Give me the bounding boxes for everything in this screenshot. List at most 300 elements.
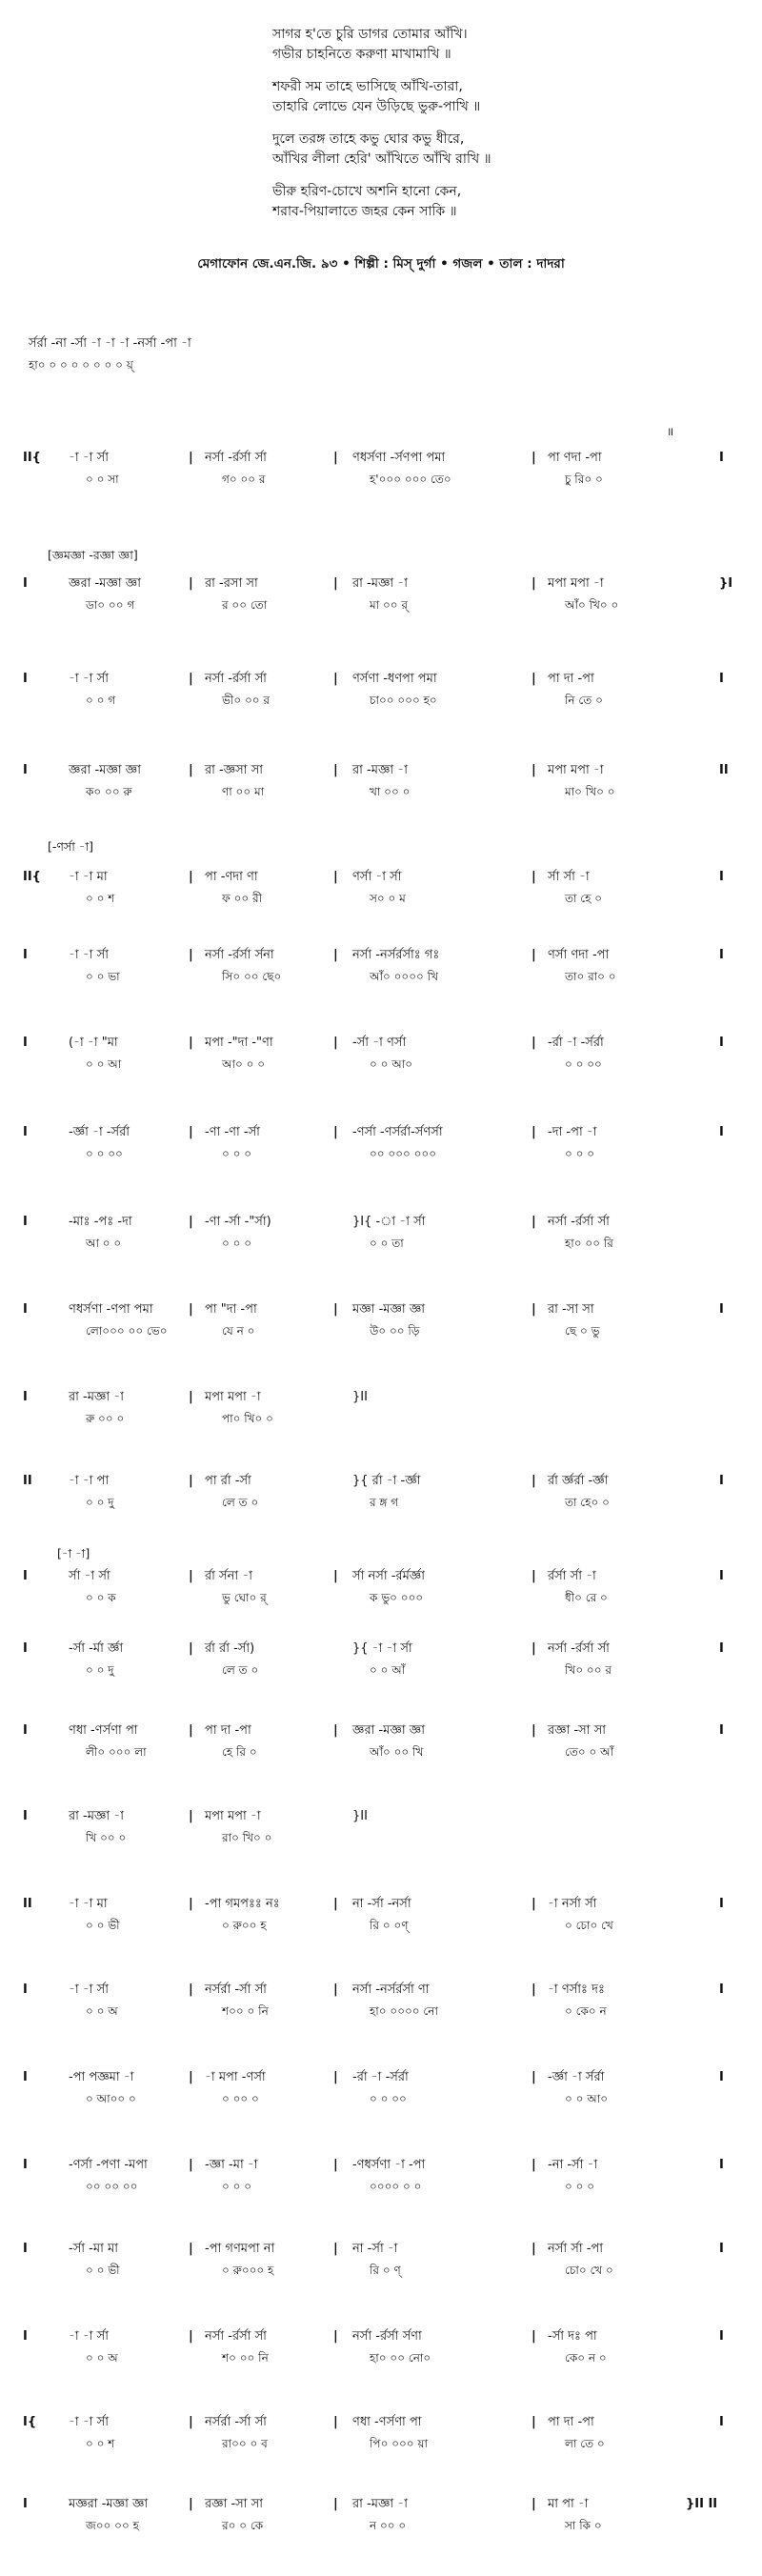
bar-line-left: I [23, 1390, 28, 1404]
lyric-beat: রি ০ ণ্ [370, 2264, 401, 2277]
swara-beat: ণর্সা ণদা -পা [548, 948, 610, 962]
beat-divider: | [333, 1569, 338, 1583]
swara-beat: রা -মজ্ঞা -া [352, 2497, 409, 2511]
double-bar-mark: ॥ [667, 425, 674, 438]
bar-line-right: I [719, 870, 724, 884]
beat-divider: | [531, 2415, 536, 2429]
lyric-beat: ভী০ ০০ র [222, 694, 271, 707]
lyric-beat: খা ০০ ০ [370, 785, 411, 798]
swara-beat: মপা -"দা -"ণা [205, 1036, 273, 1050]
swara-beat: র্রা র্জ্ঞর্রা -র্জ্ঞা [548, 1474, 609, 1488]
bar-line-left: I [23, 1809, 28, 1823]
poem-line: সাগর হ'তে চুরি ডাগর তোমার আঁখি। [272, 27, 468, 42]
lyric-beat: ০ ০ ০ [222, 2180, 252, 2193]
swara-beat: রা -রসা সা [205, 576, 258, 591]
swara-beat: জ্ঞরা -মজ্ঞা জ্ঞা [352, 1723, 425, 1738]
lyric-beat: মা ০০ র্ [370, 598, 408, 612]
lyric-beat: ০ ০ আ০ [565, 2092, 609, 2105]
beat-divider: | [189, 1897, 193, 1911]
beat-divider: | [531, 576, 536, 591]
bar-line-left: I [23, 1723, 28, 1738]
lyric-beat: র০ ০ কে [222, 2519, 264, 2532]
swara-beat: -ণর্সা -পণা -মপা [69, 2158, 148, 2172]
swara-beat: র্সা -া র্সা [69, 1569, 110, 1583]
lyric-beat: ণা ০০ মা [222, 785, 265, 798]
lyric-beat: খি ০০ ০ [86, 1831, 127, 1844]
lyric-beat: ০ ০ আ০ [370, 1057, 413, 1071]
beat-divider: | [333, 672, 338, 686]
swara-beat: নর্সা -র্রর্সা র্সা [548, 1641, 610, 1656]
lyric-beat: আঁ০ ০০ খি [370, 1745, 424, 1759]
poem [272, 25, 672, 234]
swara-beat: নর্সর্রা -র্সা র্সা [205, 1982, 267, 1997]
lyric-beat: লে ত ০ [222, 1496, 259, 1509]
bar-line-right: I [719, 451, 724, 465]
poem-stanza [272, 130, 672, 170]
swara-beat: -দা -পা -া [548, 1125, 597, 1139]
beat-divider: | [333, 576, 338, 591]
beat-divider: | [189, 1390, 193, 1404]
beat-divider: | [333, 1723, 338, 1738]
poem-line: শরাব-পিয়ালাতে জহর কেন সাকি ॥ [272, 204, 457, 219]
bar-line-left: I [23, 1302, 28, 1317]
beat-divider: | [189, 576, 193, 591]
intro-swara-line: র্সর্রা -না -র্সা -া -া -া -নর্সা -পা -া [29, 336, 191, 351]
lyric-beat: পা০ খি০ ০ [222, 1412, 273, 1425]
swara-beat: -া -া মা [69, 870, 108, 884]
swara-beat: মপা মপা -া [548, 576, 604, 591]
bar-line-left: I [23, 1125, 28, 1139]
swara-beat: -া -া র্সা [69, 672, 110, 686]
swara-beat: -র্সা -া ণর্সা [352, 1036, 407, 1050]
swara-beat: -া মপা -ণর্সা [205, 2070, 266, 2084]
bar-line-left: II{ [23, 451, 41, 465]
beat-divider: | [531, 2158, 536, 2172]
swara-beat: -া ণর্সাঃ দঃ [548, 1982, 605, 1997]
bar-line-right: I [719, 1982, 724, 1997]
beat-divider: | [189, 2497, 193, 2511]
lyric-beat: গ০ ০০ র [222, 473, 266, 486]
beat-divider: | [531, 1215, 536, 1229]
swara-beat: রা -সা সা [548, 1302, 594, 1317]
swara-beat: -মাঃ -পঃ -দা [69, 1215, 132, 1229]
beat-divider: | [189, 1036, 193, 1050]
swara-beat: -ণা -ণা -র্সা [205, 1125, 260, 1139]
lyric-beat: লা তে ০ [565, 2437, 605, 2450]
swara-beat: নর্সা -র্রর্সা র্সা [205, 672, 267, 686]
swara-beat: রা -জ্ঞসা সা [205, 763, 264, 777]
lyric-beat: চো০ খে ০ [565, 2264, 613, 2277]
lyric-beat: কে০ ন ০ [565, 2351, 607, 2365]
lyric-beat: ০ ০ ক [86, 1591, 116, 1604]
swara-beat: মজ্ঞা -মজ্ঞা জ্ঞা [352, 1302, 426, 1317]
swara-beat: র্সা র্সা -া [548, 870, 590, 884]
swara-beat: না -র্সা -নর্সা [352, 1897, 411, 1911]
swara-beat: র্রা র্রা -র্সা) [205, 1641, 255, 1656]
bar-line-left: I [23, 948, 28, 962]
swara-beat: নর্সা -নর্সর্রর্সাঃ গঃ [352, 948, 440, 962]
lyric-beat: তা হে ০ [565, 892, 603, 905]
poem-line: ভীরু হরিণ-চোখে অশনি হানো কেন, [272, 184, 462, 199]
bar-line-right: I [719, 1125, 724, 1139]
swara-beat: র্রর্সা র্সা -া [548, 1569, 596, 1583]
beat-divider: | [531, 763, 536, 777]
lyric-beat: জ০০ ০০ হ [86, 2519, 139, 2532]
swara-beat: পা "দা -পা [205, 1302, 257, 1317]
lyric-beat: ০ ০ ০০ [565, 1057, 602, 1071]
beat-divider: | [531, 1723, 536, 1738]
beat-divider: | [531, 672, 536, 686]
lyric-beat: খি০ ০০ র [565, 1663, 612, 1677]
bar-line-right: I [719, 2329, 724, 2344]
beat-divider: | [189, 1641, 193, 1656]
swara-beat: -জ্ঞা -মা -া [205, 2158, 258, 2172]
beat-divider: | [189, 1723, 193, 1738]
beat-divider: | [333, 451, 338, 465]
intro-lyric-line: হা০ ০ ০ ০ ০ ০ ০ ০ য়্ [29, 358, 133, 372]
bar-line-right: }II II [686, 2497, 718, 2511]
swara-beat: -া -া র্সা [69, 2329, 110, 2344]
beat-divider: | [189, 2158, 193, 2172]
lyric-beat: ০ ০ ০০ [370, 2092, 407, 2105]
lyric-beat: ০ ০ ভা [86, 970, 120, 983]
swara-beat: }{ -া -া র্সা [352, 1641, 412, 1656]
poem-stanza [272, 182, 672, 222]
lyric-beat: রি ০ ০ণ্ [370, 1919, 409, 1932]
beat-divider: | [531, 2329, 536, 2344]
swara-beat: ণর্সা -া র্সা [352, 870, 402, 884]
swara-beat: }{ র্রা -া -র্জ্ঞা [352, 1474, 421, 1488]
lyric-beat: হ'০০০ ০০০ তে০ [370, 473, 451, 486]
bar-line-left: II [23, 1474, 32, 1488]
swara-beat: -র্সা দঃ পা [548, 2329, 597, 2344]
lyric-beat: ফ ০০ রী [222, 892, 263, 905]
beat-divider: | [189, 1215, 193, 1229]
lyric-beat: ভু ঘো০ র্ [222, 1591, 267, 1604]
swara-beat: মজ্ঞরা -মজ্ঞা জ্ঞা [69, 2497, 149, 2511]
beat-divider: | [333, 1897, 338, 1911]
bar-line-left: I [23, 2158, 28, 2172]
beat-divider: | [531, 1897, 536, 1911]
lyric-beat: তা০ রা০ ০ [565, 970, 616, 983]
lyric-beat: ০ ০ অ [86, 2004, 118, 2018]
beat-divider: | [189, 2242, 193, 2256]
beat-divider: | [189, 2070, 193, 2084]
beat-divider: | [333, 1982, 338, 1997]
beat-divider: | [531, 870, 536, 884]
swara-beat: নর্সা -র্রর্সা র্সনা [205, 948, 274, 962]
beat-divider: | [531, 948, 536, 962]
beat-divider: | [531, 1474, 536, 1488]
lyric-beat: ০ ০ গ [86, 694, 116, 707]
bar-line-left: I [23, 576, 28, 591]
swara-beat: রা -মজ্ঞা -া [352, 763, 409, 777]
swara-beat: }II [352, 1390, 368, 1404]
beat-divider: | [531, 1569, 536, 1583]
bar-line-left: I [23, 763, 28, 777]
poem-line: দুলে তরঙ্গ তাহে কভু ঘোর কভু ধীরে, [272, 131, 465, 147]
beat-divider: | [189, 1809, 193, 1823]
beat-divider: | [189, 1302, 193, 1317]
bracket-note-3: [-া -া] [57, 1546, 90, 1560]
lyric-beat: ০ ০ ০ [222, 1147, 252, 1160]
swara-beat: ণধা -ণর্সণা পা [352, 2415, 422, 2429]
bar-line-right: I [719, 1641, 724, 1656]
swara-beat: -া -া পা [69, 1474, 110, 1488]
swara-beat: -ণধর্সণা -া -পা [352, 2158, 426, 2172]
bracket-note-2: [-ণর্সা -া] [48, 839, 93, 854]
bar-line-left: II [23, 1897, 32, 1911]
lyric-beat: ০ ০ ০ [222, 1237, 252, 1250]
swara-beat: নর্সা -র্রর্সা র্সা [205, 2329, 267, 2344]
beat-divider: | [531, 451, 536, 465]
swara-beat: -র্রা -া -র্সর্রা [548, 1036, 604, 1050]
bar-line-right: I [719, 1302, 724, 1317]
beat-divider: | [531, 2497, 536, 2511]
swara-beat: নর্সা -র্রর্সা র্সা [548, 1215, 610, 1229]
lyric-beat: র ০০ তো [222, 598, 268, 612]
swara-beat: মপা মপা -া [205, 1390, 261, 1404]
bar-line-left: I [23, 672, 28, 686]
bar-line-right: I [719, 2158, 724, 2172]
swara-beat: পা -ণদা ণা [205, 870, 258, 884]
swara-beat: পা ণদা -পা [548, 451, 602, 465]
swara-beat: নর্সা র্সা -পা [548, 2242, 604, 2256]
bar-line-left: I [23, 1641, 28, 1656]
poem-stanza [272, 77, 672, 117]
beat-divider: | [531, 2070, 536, 2084]
lyric-beat: ০ ০ আ [86, 1057, 122, 1071]
bar-line-left: I [23, 1569, 28, 1583]
beat-divider: | [531, 1036, 536, 1050]
lyric-beat: আঁ০ ০০০০ খি [370, 970, 438, 983]
bar-line-right: I [719, 2242, 724, 2256]
beat-divider: | [189, 1125, 193, 1139]
lyric-beat: ক ভু০ ০০০ [370, 1591, 424, 1604]
swara-beat: -া -া র্সা [69, 2415, 110, 2429]
lyric-beat: শ০ ০০ নি [222, 2351, 269, 2365]
bar-line-left: I [23, 2242, 28, 2256]
lyric-beat: ০ ০ ০ [565, 1147, 595, 1160]
beat-divider: | [531, 1302, 536, 1317]
swara-beat: -র্সা -মা মা [69, 2242, 118, 2256]
lyric-beat: ০ রু০০ হ [222, 1919, 267, 1932]
swara-beat: রজ্ঞা -সা সা [205, 2497, 264, 2511]
beat-divider: | [189, 870, 193, 884]
beat-divider: | [333, 1036, 338, 1050]
swara-beat: -র্সা -র্মা র্জ্ঞা [69, 1641, 124, 1656]
lyric-beat: ০০০০ ০ ০ [370, 2180, 422, 2193]
swara-beat: রজ্ঞা -সা সা [548, 1723, 607, 1738]
beat-divider: | [333, 948, 338, 962]
poem-line: গভীর চাহনিতে করুণা মাখামাখি ॥ [272, 47, 451, 62]
bar-line-right: I [719, 672, 724, 686]
beat-divider: | [189, 672, 193, 686]
lyric-beat: ০ ০ আঁ [370, 1663, 406, 1677]
lyric-beat: শ০০ ০ নি [222, 2004, 269, 2018]
swara-beat: -পা গমপঃঃ নঃ [205, 1897, 280, 1911]
swara-beat: ণধর্সণা -র্সণপা পমা [352, 451, 446, 465]
lyric-beat: সা কি ০ [565, 2519, 602, 2532]
bracket-note-1: [জ্ঞমজ্ঞা -রজ্ঞা জ্ঞা] [48, 548, 138, 562]
lyric-beat: ০ কে০ ন [565, 2004, 607, 2018]
lyric-beat: লে ত ০ [222, 1663, 259, 1677]
swara-beat: পা র্রা -র্সা [205, 1474, 251, 1488]
swara-beat: (-া -া "মা [69, 1036, 118, 1050]
beat-divider: | [189, 2329, 193, 2344]
swara-beat: পা দা -পা [548, 2415, 594, 2429]
lyric-beat: নি তে ০ [565, 694, 603, 707]
lyric-beat: ০ ০ সা [86, 473, 119, 486]
lyric-beat: ছে ০ ভু [565, 1324, 600, 1338]
swara-beat: নর্সর্রা -র্সা র্সা [205, 2415, 267, 2429]
bar-line-right: I [719, 1569, 724, 1583]
lyric-beat: ০ চো০ খে [565, 1919, 613, 1932]
swara-beat: মা পা -া [548, 2497, 589, 2511]
beat-divider: | [333, 2158, 338, 2172]
beat-divider: | [531, 1982, 536, 1997]
beat-divider: | [333, 1125, 338, 1139]
lyric-beat: ০ আ০০ ০ [86, 2092, 136, 2105]
bar-line-left: I{ [23, 2415, 37, 2429]
beat-divider: | [531, 1641, 536, 1656]
swara-beat: }I{ -া -া র্সা [352, 1215, 426, 1229]
bar-line-right: I [719, 1723, 724, 1738]
lyric-beat: হা০ ০০ রি [565, 1237, 613, 1250]
swara-beat: জ্ঞরা -মজ্ঞা জ্ঞা [69, 576, 141, 591]
bar-line-left: I [23, 1036, 28, 1050]
beat-divider: | [333, 2329, 338, 2344]
swara-beat: -া -া র্সা [69, 451, 110, 465]
swara-beat: নর্সা -নর্সর্রর্সা ণা [352, 1982, 430, 1997]
lyric-beat: তে০ ০ আঁ [565, 1745, 614, 1759]
lyric-beat: হে রি ০ [222, 1745, 257, 1759]
lyric-beat: ০০ ০০০ ০০০ [370, 1147, 437, 1160]
beat-divider: | [333, 2415, 338, 2429]
lyric-beat: ০ রু০০০ হ [222, 2264, 274, 2277]
swara-beat: পা দা -পা [205, 1723, 251, 1738]
beat-divider: | [189, 948, 193, 962]
bar-line-right: I [719, 2070, 724, 2084]
lyric-beat: ০ ০ ০০ [86, 1147, 123, 1160]
swara-beat: -া -া র্সা [69, 948, 110, 962]
swara-beat: র্রা র্সনা -া [205, 1569, 253, 1583]
bar-line-right: I [719, 1036, 724, 1050]
swara-beat: -পা গণমপা না [205, 2242, 275, 2256]
bar-line-right: I [719, 1897, 724, 1911]
lyric-beat: আ ০ ০ [86, 1237, 122, 1250]
lyric-beat: রা০ খি০ ০ [222, 1831, 272, 1844]
swara-beat: -না -র্সা -া [548, 2158, 598, 2172]
lyric-beat: ০ ০ ভী [86, 1919, 120, 1932]
lyric-beat: ক০ ০০ রু [86, 785, 132, 798]
swara-beat: না -র্সা -া [352, 2242, 398, 2256]
lyric-beat: তা হে০ ০ [565, 1496, 610, 1509]
lyric-beat: চা০০ ০০০ হ০ [370, 694, 437, 707]
bar-line-left: I [23, 1982, 28, 1997]
recording-credit: মেগাফোন জে.এন.জি. ৯৩ • শিল্পী : মিস্ দুর্গা • গজল • তাল : দাদরা [197, 256, 565, 272]
beat-divider: | [333, 2242, 338, 2256]
swara-beat: মপা মপা -া [205, 1809, 261, 1823]
lyric-beat: উ০ ০০ ড়ি [370, 1324, 420, 1338]
lyric-beat: রু ০০ ০ [86, 1412, 125, 1425]
beat-divider: | [333, 763, 338, 777]
swara-beat: ণধর্সণা -ণপা পমা [69, 1302, 153, 1317]
lyric-beat: হা০ ০০০০ নো [370, 2004, 438, 2018]
swara-beat: -া -া মা [69, 1897, 108, 1911]
lyric-beat: ০০ ০০ ০০ [86, 2180, 138, 2193]
lyric-beat: স০ ০ ম [370, 892, 406, 905]
lyric-beat: লো০০০ ০০ ভে০ [86, 1324, 168, 1338]
bar-line-right: I [719, 948, 724, 962]
beat-divider: | [531, 2242, 536, 2256]
bar-line-right: }I [719, 576, 733, 591]
lyric-beat: ধী০ রে ০ [565, 1591, 608, 1604]
beat-divider: | [189, 451, 193, 465]
lyric-beat: রা০০ ০ ব [222, 2437, 268, 2450]
swara-beat: রা -মজ্ঞা -া [69, 1809, 125, 1823]
swara-beat: মপা মপা -া [548, 763, 604, 777]
lyric-beat: ০ ০ ০ [565, 2180, 595, 2193]
bar-line-left: I [23, 2497, 28, 2511]
swara-beat: ণধা -ণর্সণা পা [69, 1723, 138, 1738]
swara-beat: ণর্সণা -ধণপা পমা [352, 672, 437, 686]
beat-divider: | [189, 763, 193, 777]
lyric-beat: হা০ ০০ নো০ [370, 2351, 431, 2365]
swara-beat: র্সা নর্সা -র্রর্মর্জ্ঞা [352, 1569, 426, 1583]
bar-line-right: I [719, 2415, 724, 2429]
lyric-beat: চু রি০ ০ [565, 473, 603, 486]
beat-divider: | [189, 1569, 193, 1583]
beat-divider: | [333, 2497, 338, 2511]
lyric-beat: আ০ ০ ০ [222, 1057, 266, 1071]
beat-divider: | [333, 1302, 338, 1317]
swara-beat: -ণর্সা -ণর্সর্রা-র্সণর্সা [352, 1125, 443, 1139]
swara-beat: নর্সা -র্রর্সা র্সণা [352, 2329, 422, 2344]
swara-beat: পা দা -পা [548, 672, 594, 686]
bar-line-left: II{ [23, 870, 41, 884]
lyric-beat: সি০ ০০ ছে০ [222, 970, 282, 983]
poem-line: শফরী সম তাহে ভাসিছে আঁখি-তারা, [272, 79, 463, 94]
beat-divider: | [189, 1982, 193, 1997]
lyric-beat: ০ ০ দু [86, 1496, 114, 1509]
bar-line-left: I [23, 2329, 28, 2344]
lyric-beat: যে ন ০ [222, 1324, 255, 1338]
poem-stanza [272, 25, 672, 65]
lyric-beat: ০ ০ শ [86, 892, 115, 905]
lyric-beat: পি০ ০০০ য়া [370, 2437, 428, 2450]
beat-divider: | [531, 1125, 536, 1139]
swara-beat: -র্রা -া -র্সর্রা [352, 2070, 409, 2084]
swara-beat: -া নর্সা র্সা [548, 1897, 597, 1911]
beat-divider: | [333, 2070, 338, 2084]
lyric-beat: ০ ০ ভী [86, 2264, 120, 2277]
swara-beat: রা -মজ্ঞা -া [69, 1390, 125, 1404]
lyric-beat: ন ০০ ০ [370, 2519, 407, 2532]
swara-beat: -র্জ্ঞা -া -র্সর্রা [69, 1125, 130, 1139]
lyric-beat: ডা০ ০০ গ [86, 598, 135, 612]
lyric-beat: ০ ০ দু [86, 1663, 114, 1677]
lyric-beat: র ঙ্গ গ [370, 1496, 399, 1509]
lyric-beat: লী০ ০০০ লা [86, 1745, 147, 1759]
swara-beat: রা -মজ্ঞা -া [352, 576, 409, 591]
beat-divider: | [333, 870, 338, 884]
swara-beat: -া -া র্সা [69, 1982, 110, 1997]
swara-beat: -পা পজ্ঞমা -া [69, 2070, 134, 2084]
swara-beat: জ্ঞরা -মজ্ঞা জ্ঞা [69, 763, 141, 777]
bar-line-left: I [23, 2070, 28, 2084]
poem-line: আঁখির লীলা হেরি' আঁখিতে আঁখি রাখি ॥ [272, 151, 491, 167]
